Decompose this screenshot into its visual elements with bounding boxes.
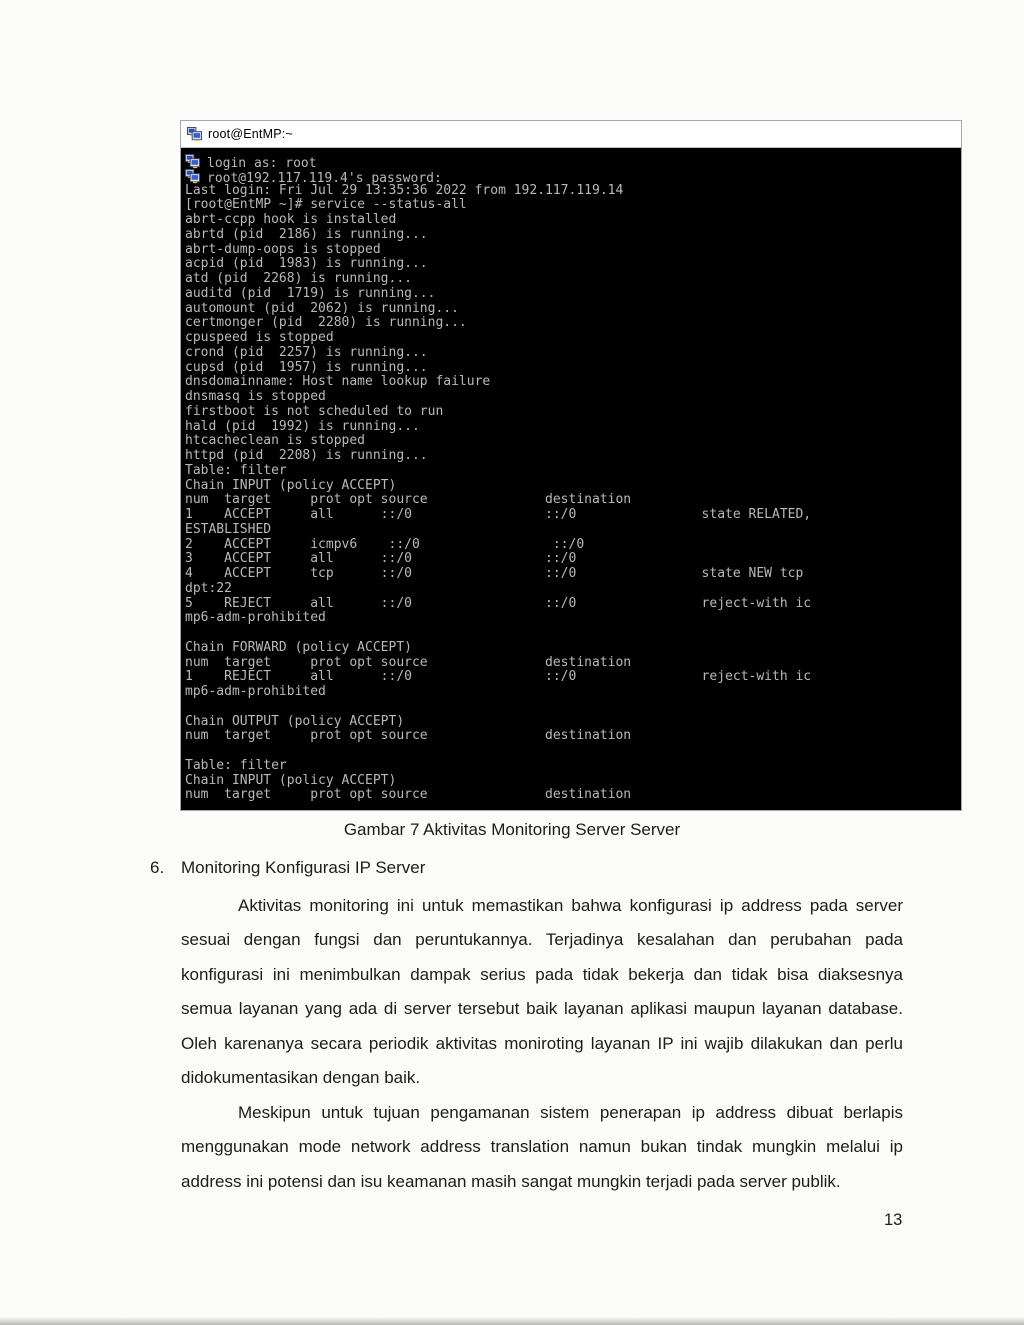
- terminal-line: num target prot opt source destination: [185, 492, 632, 508]
- terminal-line: abrt-dump-oops is stopped: [185, 241, 381, 257]
- terminal-line: cpuspeed is stopped: [185, 330, 334, 345]
- scan-edge-shadow: [0, 1317, 1024, 1325]
- terminal-line: [185, 700, 959, 715]
- terminal-line: certmonger (pid 2280) is running...: [185, 315, 467, 331]
- terminal-line: root@192.117.119.4's password:: [185, 169, 959, 184]
- terminal-line: atd (pid 2268) is running...: [185, 271, 412, 286]
- terminal-line: abrt-ccpp hook is installed: [185, 212, 397, 227]
- terminal-line: abrtd (pid 2186) is running...: [185, 226, 428, 242]
- terminal-line: [185, 626, 959, 641]
- terminal-line: mp6-adm-prohibited: [185, 610, 326, 626]
- terminal-line: 1 REJECT all ::/0 ::/0 reject-with ic: [185, 669, 812, 685]
- section-title: Monitoring Konfigurasi IP Server: [181, 858, 426, 877]
- terminal-line: ESTABLISHED: [185, 521, 272, 537]
- terminal-output: [181, 148, 961, 810]
- terminal-window: [180, 120, 962, 811]
- terminal-line: Chain INPUT (policy ACCEPT): [185, 477, 397, 493]
- terminal-line: firstboot is not scheduled to run: [185, 403, 444, 419]
- terminal-line: cupsd (pid 1957) is running...: [185, 359, 428, 375]
- terminal-line: htcacheclean is stopped: [185, 433, 366, 449]
- terminal-line: 5 REJECT all ::/0 ::/0 reject-with ic: [185, 595, 812, 611]
- terminal-line: httpd (pid 2208) is running...: [185, 448, 428, 463]
- terminal-line: num target prot opt source destination: [185, 728, 632, 744]
- terminal-line: automount (pid 2062) is running...: [185, 300, 459, 316]
- terminal-line: 1 ACCEPT all ::/0 ::/0 state RELATED,: [185, 507, 812, 522]
- terminal-line: dnsmasq is stopped: [185, 389, 326, 404]
- page-number: 13: [884, 1211, 903, 1229]
- terminal-titlebar: [181, 121, 961, 148]
- terminal-line: num target prot opt source destination: [185, 654, 632, 670]
- terminal-line: 4 ACCEPT tcp ::/0 ::/0 state NEW tcp: [185, 566, 804, 581]
- terminal-line: [185, 744, 959, 759]
- terminal-line: Last login: Fri Jul 29 13:35:36 2022 from 192.117.119.14: [185, 182, 624, 198]
- terminal-line: 3 ACCEPT all ::/0 ::/0: [185, 551, 577, 567]
- terminal-line: Table: filter: [185, 462, 287, 478]
- putty-icon: [187, 127, 202, 142]
- terminal-line: crond (pid 2257) is running...: [185, 344, 428, 360]
- terminal-line: login as: root: [185, 154, 959, 169]
- terminal-line: Chain INPUT (policy ACCEPT): [185, 772, 397, 788]
- body-paragraph: Aktivitas monitoring ini untuk memastikan bahwa konfigurasi ip address pada server sesuai dengan fungsi dan peruntukannya. Terjadinya kesalahan dan perubahan pada konfigurasi ini menimbulkan dampak serius pada tidak bekerja dan tidak bisa diaksesnya semua layanan yang ada di server tersebut baik layanan aplikasi maupun layanan database. Oleh karenanya secara periodik aktivitas moniroting layanan IP ini wajib dilakukan dan perlu didokumentasikan dengan baik.: [181, 896, 903, 1088]
- terminal-line: Chain OUTPUT (policy ACCEPT): [185, 713, 405, 729]
- section-number: 6.: [150, 858, 165, 877]
- section-heading: [150, 858, 425, 878]
- terminal-line: Chain FORWARD (policy ACCEPT): [185, 639, 412, 655]
- terminal-line: num target prot opt source destination: [185, 787, 632, 803]
- terminal-line: auditd (pid 1719) is running...: [185, 285, 436, 301]
- terminal-line: acpid (pid 1983) is running...: [185, 256, 428, 272]
- terminal-line: [root@EntMP ~]# service --status-all: [185, 197, 467, 213]
- terminal-line: hald (pid 1992) is running...: [185, 418, 420, 434]
- body-paragraph: Meskipun untuk tujuan pengamanan sistem penerapan ip address dibuat berlapis menggunakan mode network address translation namun bukan tindak mungkin melalui ip address ini potensi dan isu keamanan masih sangat mungkin terjadi pada server publik.: [181, 1103, 903, 1191]
- terminal-line: 2 ACCEPT icmpv6 ::/0 ::/0: [185, 536, 585, 552]
- terminal-line: dpt:22: [185, 580, 232, 596]
- terminal-line: dnsdomainname: Host name lookup failure: [185, 374, 491, 390]
- terminal-line: mp6-adm-prohibited: [185, 684, 326, 699]
- terminal-title: root@EntMP:~: [208, 127, 293, 141]
- figure-caption: Gambar 7 Aktivitas Monitoring Server Server: [343, 820, 681, 839]
- terminal-line: Table: filter: [185, 757, 287, 773]
